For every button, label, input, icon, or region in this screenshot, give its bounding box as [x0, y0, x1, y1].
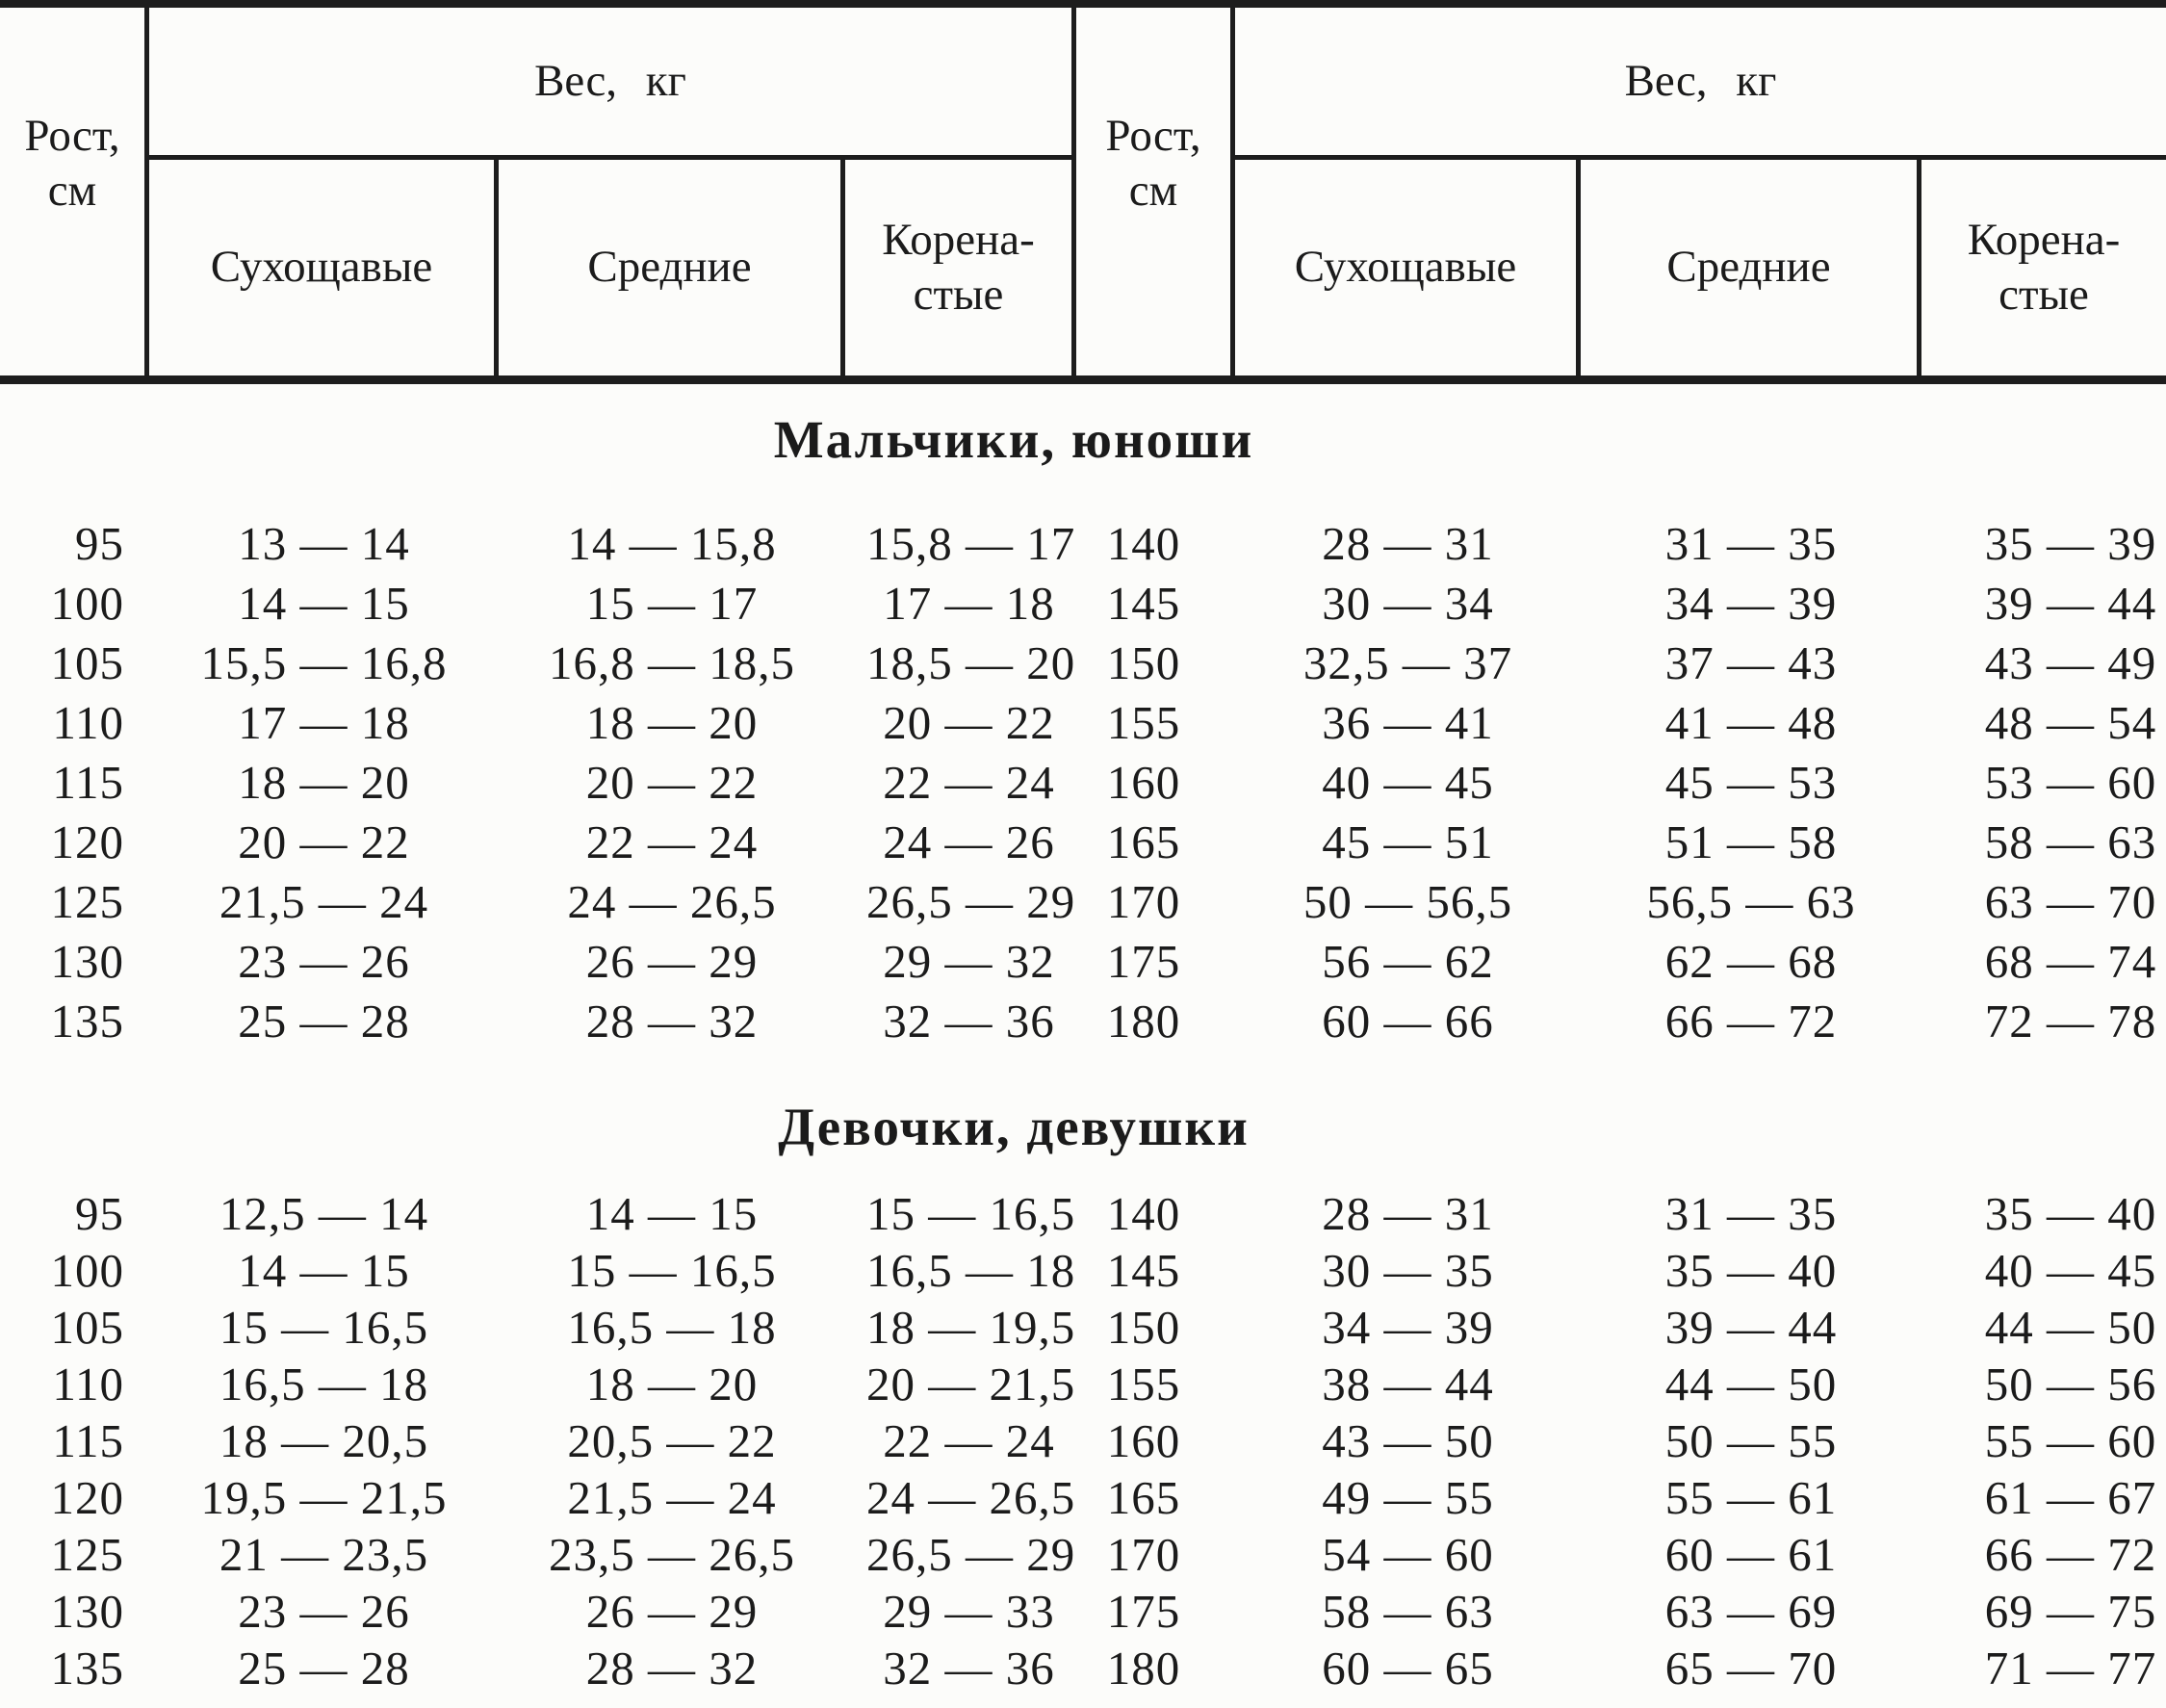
cell-lean-right: 32,5 — 37 — [1302, 635, 1513, 689]
header-col-lean-right — [1235, 160, 1581, 375]
cell-stocky-right: 72 — 78 — [1984, 994, 2157, 1048]
cell-stocky-left: 16,5 — 18 — [866, 1244, 1076, 1297]
cell-stocky-right: 48 — 54 — [1984, 695, 2157, 749]
cell-lean-right: 43 — 50 — [1322, 1414, 1494, 1467]
section-title-girls: Девочки, девушки — [778, 1098, 1250, 1156]
cell-stocky-right: 61 — 67 — [1984, 1471, 2157, 1524]
cell-stocky-right: 68 — 74 — [1984, 934, 2157, 988]
cell-medium-left: 20,5 — 22 — [567, 1414, 777, 1467]
cell-height-right: 145 — [1106, 576, 1181, 630]
cell-stocky-left: 18,5 — 20 — [866, 635, 1076, 689]
cell-lean-left: 16,5 — 18 — [219, 1358, 429, 1410]
col-stocky-label-line1: Корена- — [882, 214, 1035, 265]
cell-height-left: 100 — [50, 576, 124, 630]
cell-stocky-left: 22 — 24 — [883, 755, 1055, 809]
cell-height-right: 165 — [1106, 1471, 1181, 1524]
cell-height-left: 130 — [50, 934, 124, 988]
weight-group-label: Вес, кг — [1624, 55, 1777, 106]
table-row — [0, 1299, 2166, 1356]
cell-lean-right: 34 — 39 — [1322, 1301, 1494, 1354]
cell-stocky-right: 58 — 63 — [1984, 815, 2157, 868]
cell-medium-right: 45 — 53 — [1664, 755, 1838, 809]
cell-height-left: 120 — [50, 1471, 124, 1524]
cell-lean-left: 25 — 28 — [238, 994, 410, 1048]
cell-medium-left: 16,8 — 18,5 — [549, 635, 795, 689]
cell-medium-right: 41 — 48 — [1664, 695, 1838, 749]
cell-medium-right: 37 — 43 — [1664, 635, 1838, 689]
cell-height-right: 140 — [1106, 1187, 1181, 1240]
table-row — [0, 752, 2166, 812]
cell-medium-left: 21,5 — 24 — [567, 1471, 777, 1524]
cell-height-right: 145 — [1106, 1244, 1181, 1297]
cell-height-right: 155 — [1106, 1358, 1181, 1410]
cell-height-right: 175 — [1106, 934, 1181, 988]
cell-stocky-left: 24 — 26,5 — [866, 1471, 1076, 1524]
cell-medium-right: 63 — 69 — [1664, 1585, 1838, 1638]
header-height-column-left — [0, 8, 149, 375]
cell-lean-right: 30 — 34 — [1322, 576, 1494, 630]
col-stocky-label-line2: стые — [1998, 270, 2089, 320]
cell-lean-left: 21 — 23,5 — [219, 1528, 429, 1581]
col-stocky-label-line1: Корена- — [1967, 214, 2121, 265]
height-label-line1: Рост, — [1105, 110, 1201, 161]
cell-height-left: 95 — [75, 1187, 124, 1240]
cell-height-left: 110 — [52, 1358, 124, 1410]
cell-medium-left: 14 — 15 — [585, 1187, 759, 1240]
cell-stocky-right: 44 — 50 — [1984, 1301, 2157, 1354]
cell-lean-right: 28 — 31 — [1322, 1187, 1494, 1240]
table-row — [0, 1242, 2166, 1299]
cell-lean-right: 56 — 62 — [1322, 934, 1494, 988]
cell-medium-left: 15 — 16,5 — [567, 1244, 777, 1297]
cell-height-right: 180 — [1106, 994, 1181, 1048]
cell-medium-left: 16,5 — 18 — [567, 1301, 777, 1354]
cell-medium-left: 24 — 26,5 — [567, 874, 777, 928]
cell-medium-left: 22 — 24 — [585, 815, 759, 868]
cell-lean-right: 49 — 55 — [1322, 1471, 1494, 1524]
cell-height-right: 150 — [1106, 1301, 1181, 1354]
table-row — [0, 1185, 2166, 1242]
cell-height-right: 175 — [1106, 1585, 1181, 1638]
table-row — [0, 931, 2166, 991]
cell-height-right: 150 — [1106, 635, 1181, 689]
cell-medium-left: 18 — 20 — [585, 1358, 759, 1410]
header-weight-group-right — [1235, 8, 2166, 160]
cell-medium-right: 39 — 44 — [1664, 1301, 1838, 1354]
cell-medium-right: 60 — 61 — [1664, 1528, 1838, 1581]
cell-height-left: 135 — [50, 1642, 124, 1695]
cell-medium-left: 20 — 22 — [585, 755, 759, 809]
table-row — [0, 513, 2166, 573]
table-row — [0, 692, 2166, 752]
cell-lean-right: 30 — 35 — [1322, 1244, 1494, 1297]
cell-stocky-right: 66 — 72 — [1984, 1528, 2157, 1581]
cell-medium-left: 18 — 20 — [585, 695, 759, 749]
cell-stocky-left: 20 — 21,5 — [866, 1358, 1076, 1410]
section-rows-girls — [0, 1185, 2166, 1696]
table-row — [0, 1526, 2166, 1583]
cell-lean-right: 45 — 51 — [1322, 815, 1494, 868]
cell-stocky-left: 22 — 24 — [883, 1414, 1055, 1467]
cell-medium-right: 62 — 68 — [1664, 934, 1838, 988]
cell-medium-right: 56,5 — 63 — [1646, 874, 1856, 928]
cell-lean-left: 12,5 — 14 — [219, 1187, 429, 1240]
cell-medium-right: 55 — 61 — [1664, 1471, 1838, 1524]
cell-stocky-left: 32 — 36 — [883, 994, 1055, 1048]
cell-height-left: 125 — [50, 1528, 124, 1581]
col-medium-label: Средние — [587, 242, 752, 293]
cell-stocky-right: 35 — 39 — [1984, 516, 2157, 570]
cell-stocky-left: 29 — 33 — [883, 1585, 1055, 1638]
cell-medium-right: 31 — 35 — [1664, 516, 1838, 570]
cell-medium-right: 34 — 39 — [1664, 576, 1838, 630]
col-lean-label: Сухощавые — [1294, 242, 1517, 293]
cell-stocky-left: 29 — 32 — [883, 934, 1055, 988]
height-label-line2: см — [47, 166, 97, 216]
cell-stocky-left: 24 — 26 — [883, 815, 1055, 868]
table-header — [0, 0, 2166, 384]
header-col-stocky-right — [1921, 160, 2166, 375]
cell-medium-right: 35 — 40 — [1664, 1244, 1838, 1297]
table-row — [0, 573, 2166, 633]
table-row — [0, 991, 2166, 1050]
cell-medium-right: 44 — 50 — [1664, 1358, 1838, 1410]
cell-lean-right: 60 — 66 — [1322, 994, 1494, 1048]
table-row — [0, 1583, 2166, 1640]
cell-stocky-right: 50 — 56 — [1984, 1358, 2157, 1410]
cell-height-left: 95 — [75, 516, 124, 570]
table-row — [0, 1412, 2166, 1469]
cell-height-left: 105 — [50, 1301, 124, 1354]
cell-height-right: 170 — [1106, 1528, 1181, 1581]
cell-lean-right: 54 — 60 — [1322, 1528, 1494, 1581]
cell-stocky-right: 71 — 77 — [1984, 1642, 2157, 1695]
cell-lean-left: 18 — 20 — [238, 755, 410, 809]
height-label-line1: Рост, — [24, 110, 120, 161]
cell-stocky-right: 55 — 60 — [1984, 1414, 2157, 1467]
weight-group-label: Вес, кг — [534, 55, 686, 106]
cell-height-left: 125 — [50, 874, 124, 928]
table-row — [0, 1469, 2166, 1526]
col-medium-label: Средние — [1666, 242, 1831, 293]
cell-medium-left: 28 — 32 — [585, 994, 759, 1048]
cell-medium-left: 15 — 17 — [585, 576, 759, 630]
cell-lean-left: 18 — 20,5 — [219, 1414, 429, 1467]
table-row — [0, 633, 2166, 692]
col-stocky-label-line2: стые — [913, 270, 1004, 320]
cell-height-right: 160 — [1106, 1414, 1181, 1467]
cell-height-right: 160 — [1106, 755, 1181, 809]
header-col-stocky-left — [845, 160, 1071, 375]
cell-lean-left: 14 — 15 — [238, 576, 410, 630]
cell-stocky-left: 17 — 18 — [883, 576, 1055, 630]
cell-medium-right: 31 — 35 — [1664, 1187, 1838, 1240]
header-height-column-right — [1071, 8, 1235, 375]
table-row — [0, 812, 2166, 871]
cell-stocky-left: 26,5 — 29 — [866, 1528, 1076, 1581]
cell-height-left: 115 — [52, 755, 124, 809]
cell-lean-left: 15,5 — 16,8 — [200, 635, 448, 689]
cell-medium-right: 65 — 70 — [1664, 1642, 1838, 1695]
cell-medium-left: 14 — 15,8 — [567, 516, 777, 570]
cell-lean-left: 20 — 22 — [238, 815, 410, 868]
cell-height-left: 115 — [52, 1414, 124, 1467]
header-col-lean-left — [149, 160, 499, 375]
cell-stocky-right: 63 — 70 — [1984, 874, 2157, 928]
cell-medium-left: 26 — 29 — [585, 1585, 759, 1638]
cell-height-right: 165 — [1106, 815, 1181, 868]
cell-lean-right: 50 — 56,5 — [1302, 874, 1513, 928]
cell-lean-right: 40 — 45 — [1322, 755, 1494, 809]
cell-stocky-right: 43 — 49 — [1984, 635, 2157, 689]
cell-medium-left: 28 — 32 — [585, 1642, 759, 1695]
header-weight-group-left — [149, 8, 1071, 160]
cell-height-left: 130 — [50, 1585, 124, 1638]
cell-height-left: 120 — [50, 815, 124, 868]
cell-medium-right: 66 — 72 — [1664, 994, 1838, 1048]
cell-lean-left: 15 — 16,5 — [219, 1301, 429, 1354]
table-row — [0, 1356, 2166, 1412]
header-col-medium-left — [499, 160, 845, 375]
cell-lean-left: 17 — 18 — [238, 695, 410, 749]
cell-stocky-right: 69 — 75 — [1984, 1585, 2157, 1638]
cell-stocky-right: 40 — 45 — [1984, 1244, 2157, 1297]
cell-height-right: 140 — [1106, 516, 1181, 570]
section-rows-boys — [0, 513, 2166, 1050]
table-row — [0, 871, 2166, 931]
cell-medium-left: 23,5 — 26,5 — [549, 1528, 795, 1581]
cell-lean-right: 38 — 44 — [1322, 1358, 1494, 1410]
header-col-medium-right — [1581, 160, 1921, 375]
cell-lean-right: 60 — 65 — [1322, 1642, 1494, 1695]
cell-stocky-left: 15,8 — 17 — [866, 516, 1076, 570]
cell-height-left: 100 — [50, 1244, 124, 1297]
cell-stocky-left: 15 — 16,5 — [866, 1187, 1076, 1240]
cell-height-right: 180 — [1106, 1642, 1181, 1695]
cell-stocky-right: 53 — 60 — [1984, 755, 2157, 809]
cell-stocky-left: 18 — 19,5 — [866, 1301, 1076, 1354]
cell-lean-left: 25 — 28 — [238, 1642, 410, 1695]
cell-stocky-left: 20 — 22 — [883, 695, 1055, 749]
cell-stocky-right: 35 — 40 — [1984, 1187, 2157, 1240]
cell-lean-left: 23 — 26 — [238, 934, 410, 988]
cell-height-left: 110 — [52, 695, 124, 749]
cell-lean-left: 14 — 15 — [238, 1244, 410, 1297]
col-lean-label: Сухощавые — [210, 242, 433, 293]
cell-lean-left: 21,5 — 24 — [219, 874, 429, 928]
cell-stocky-left: 26,5 — 29 — [866, 874, 1076, 928]
cell-lean-left: 19,5 — 21,5 — [200, 1471, 448, 1524]
cell-medium-right: 50 — 55 — [1664, 1414, 1838, 1467]
cell-height-right: 155 — [1106, 695, 1181, 749]
cell-lean-left: 23 — 26 — [238, 1585, 410, 1638]
cell-lean-right: 28 — 31 — [1322, 516, 1494, 570]
cell-lean-left: 13 — 14 — [238, 516, 410, 570]
cell-lean-right: 36 — 41 — [1322, 695, 1494, 749]
section-title-boys: Мальчики, юноши — [773, 410, 1254, 469]
cell-medium-right: 51 — 58 — [1664, 815, 1838, 868]
height-label-line2: см — [1128, 166, 1178, 216]
cell-lean-right: 58 — 63 — [1322, 1585, 1494, 1638]
table-row — [0, 1640, 2166, 1696]
cell-height-right: 170 — [1106, 874, 1181, 928]
cell-height-left: 135 — [50, 994, 124, 1048]
cell-stocky-right: 39 — 44 — [1984, 576, 2157, 630]
cell-stocky-left: 32 — 36 — [883, 1642, 1055, 1695]
cell-medium-left: 26 — 29 — [585, 934, 759, 988]
cell-height-left: 105 — [50, 635, 124, 689]
